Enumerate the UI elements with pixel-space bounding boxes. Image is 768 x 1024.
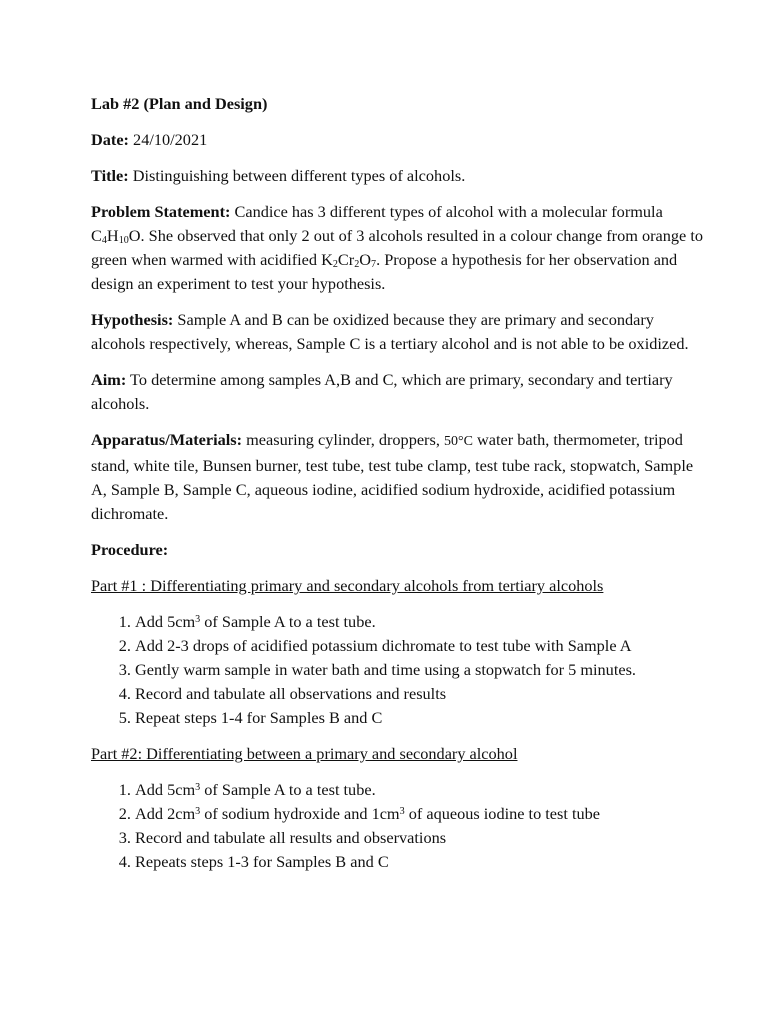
step-text: Add 5cm [135, 612, 196, 631]
problem-statement [91, 200, 708, 296]
formula-sub: 7 [371, 259, 377, 271]
temperature-value: 50°C [443, 434, 473, 449]
step-superscript: 3 [195, 613, 201, 625]
step-superscript: 3 [399, 805, 405, 817]
part1-heading: Part #1 : Differentiating primary and secondary alcohols from tertiary alcohols [91, 576, 604, 595]
apparatus [91, 428, 708, 526]
list-item: 3. Record and tabulate all results and observations [135, 826, 708, 850]
aim-text: To determine among samples A,B and C, which are primary, secondary and tertiary alcohols. [91, 370, 673, 413]
apparatus-label: Apparatus/Materials: [91, 430, 243, 449]
apparatus-text-2: water bath, thermometer, tripod stand, white tile, Bunsen burner, test tube, test tube clamp, test tube rack, stopwatch, Sample A, Sample B, Sample C, aqueous iodine, acidified sodium hydroxide, acidified potassium dichromate. [91, 430, 694, 523]
problem-text-2: O. She observed that only 2 out of 3 alcohols resulted in a colour change from orange to green when warmed with acidified K [91, 226, 703, 269]
list-item [135, 778, 708, 802]
formula-sub: 2 [354, 259, 360, 271]
step-text: of Sample A to a test tube. [200, 780, 376, 799]
step-text: Add 5cm [135, 780, 196, 799]
part2-steps [91, 778, 708, 874]
problem-text-3: . Propose a hypothesis for her observation and design an experiment to test your hypothesis. [91, 250, 678, 293]
formula-text: O [359, 250, 372, 269]
list-item [135, 802, 708, 826]
title-value: Distinguishing between different types of alcohols. [132, 166, 466, 185]
title-line [91, 164, 708, 188]
formula-sub: 4 [101, 235, 107, 247]
apparatus-text-1: measuring cylinder, droppers, [246, 430, 440, 449]
title-label: Title: [91, 166, 129, 185]
list-item: 4. Repeats steps 1-3 for Samples B and C [135, 850, 708, 874]
formula-sub: 2 [332, 259, 338, 271]
list-item: 4. Record and tabulate all observations and results [135, 682, 708, 706]
list-item: 5. Repeat steps 1-4 for Samples B and C [135, 706, 708, 730]
hypothesis [91, 308, 708, 356]
step-text: of aqueous iodine to test tube [404, 804, 600, 823]
step-text: of sodium hydroxide and 1cm [200, 804, 400, 823]
list-item [135, 610, 708, 634]
step-superscript: 3 [195, 781, 201, 793]
step-text: of Sample A to a test tube. [200, 612, 376, 631]
problem-statement-label: Problem Statement: [91, 202, 231, 221]
formula-text: H [106, 226, 119, 245]
procedure-label: Procedure: [91, 540, 169, 559]
part2-heading: Part #2: Differentiating between a primary and secondary alcohol [91, 744, 518, 763]
formula-text: Cr [337, 250, 355, 269]
formula-sub: 10 [118, 235, 129, 247]
hypothesis-text: Sample A and B can be oxidized because they are primary and secondary alcohols respectively, whereas, Sample C is a tertiary alcohol and is not able to be oxidized. [91, 310, 689, 353]
list-item: 3. Gently warm sample in water bath and time using a stopwatch for 5 minutes. [135, 658, 708, 682]
step-text: Add 2cm [135, 804, 196, 823]
aim [91, 368, 708, 416]
lab-title: Lab #2 (Plan and Design) [91, 94, 268, 113]
step-superscript: 3 [195, 805, 201, 817]
aim-label: Aim: [91, 370, 127, 389]
problem-text-1: Candice has 3 different types of alcohol with a molecular formula C [91, 202, 663, 245]
hypothesis-label: Hypothesis: [91, 310, 174, 329]
date-value: 24/10/2021 [133, 130, 208, 149]
date-line [91, 128, 708, 152]
part1-steps [91, 610, 708, 730]
list-item: 2. Add 2-3 drops of acidified potassium dichromate to test tube with Sample A [135, 634, 708, 658]
date-label: Date: [91, 130, 129, 149]
